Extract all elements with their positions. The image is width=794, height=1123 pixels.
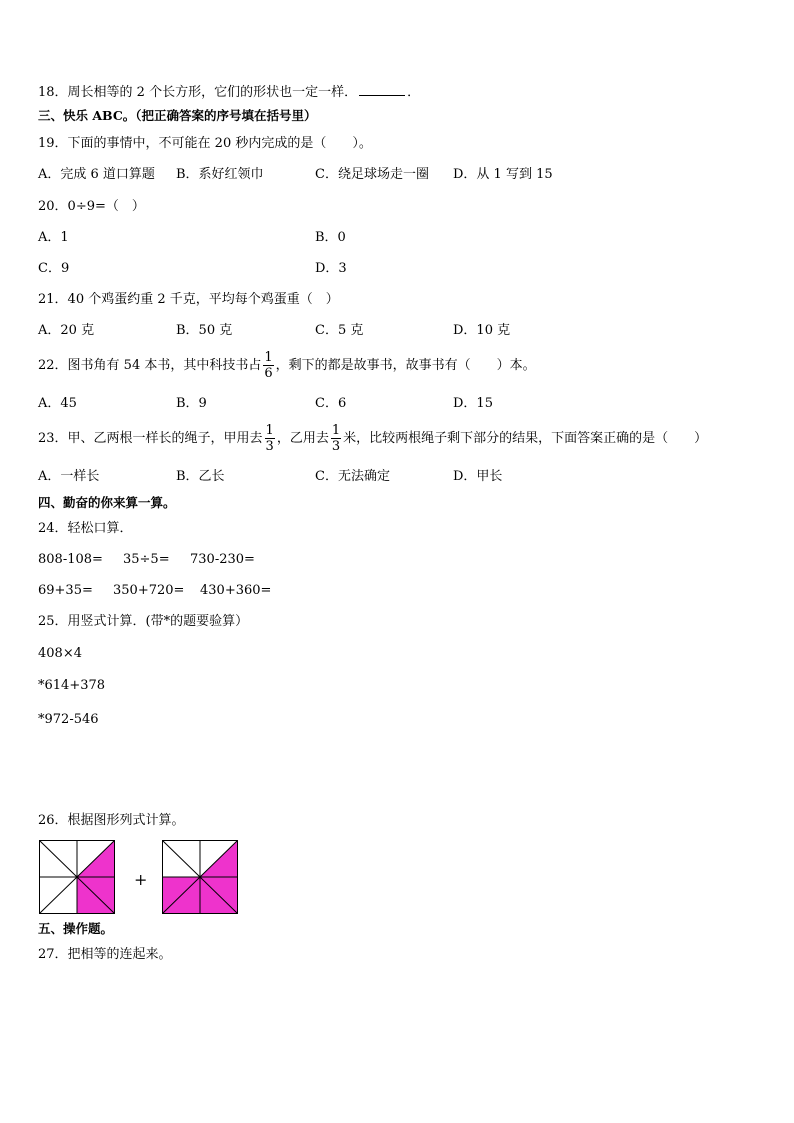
q19-option-a: A．完成 6 道口算题 (38, 167, 155, 182)
section-4-heading: 四、勤奋的你来算一算。 (38, 495, 176, 510)
fraction-numerator: 1 (265, 423, 274, 438)
fraction-one-sixth (263, 350, 273, 381)
q20-option-b: B．0 (315, 230, 346, 245)
q19-option-b: B．系好红领巾 (176, 167, 264, 182)
question-22-pre: 22．图书角有 54 本书，其中科技书占 (38, 358, 262, 373)
question-21-text: 21．40 个鸡蛋约重 2 千克，平均每个鸡蛋重（ ） (38, 292, 339, 307)
question-25-text: 25．用竖式计算．(带*的题要验算） (38, 614, 249, 629)
oral-calc-item: 730-230= (190, 552, 255, 567)
section-5-heading: 五、操作题。 (38, 921, 114, 936)
answer-blank[interactable] (359, 83, 405, 96)
question-24-text: 24．轻松口算． (38, 521, 133, 536)
q21-option-b: B．50 克 (176, 323, 233, 338)
fraction-numerator: 1 (264, 350, 273, 365)
question-18 (38, 83, 420, 102)
oral-calc-item: 350+720= (113, 583, 185, 598)
section-3-heading: 三、快乐 ABC。（把正确答案的序号填在括号里） (38, 108, 317, 123)
oral-calc-item: 430+360= (200, 583, 272, 598)
fraction-square-figure-1 (39, 840, 115, 914)
q22-option-b: B．9 (176, 396, 207, 411)
q22-option-c: C．6 (315, 396, 347, 411)
q20-option-a: A．1 (38, 230, 69, 245)
vertical-calc-item: *972-546 (38, 712, 99, 727)
fraction-square-figure-2 (162, 840, 238, 914)
question-23-mid: ，乙用去 (276, 431, 329, 446)
question-20-text: 20．0÷9=（ ） (38, 199, 145, 214)
question-23-post: 米，比较两根绳子剩下部分的结果，下面答案正确的是（ ） (343, 431, 708, 446)
q21-option-d: D．10 克 (453, 323, 511, 338)
q23-option-a: A．一样长 (38, 469, 100, 484)
question-27-text: 27．把相等的连起来。 (38, 947, 172, 962)
oral-calc-item: 35÷5= (123, 552, 170, 567)
q20-option-c: C．9 (38, 261, 70, 276)
plus-sign: + (134, 870, 148, 889)
fraction-denominator: 3 (265, 439, 274, 454)
question-18-text: 18．周长相等的 2 个长方形，它们的形状也一定一样． (38, 85, 358, 100)
fraction-denominator: 3 (331, 439, 341, 454)
question-23 (38, 423, 707, 455)
q22-option-d: D．15 (453, 396, 493, 411)
question-23-pre: 23．甲、乙两根一样长的绳子，甲用去 (38, 431, 263, 446)
q21-option-c: C．5 克 (315, 323, 364, 338)
fraction-numerator: 1 (331, 423, 341, 438)
q23-option-c: C．无法确定 (315, 469, 390, 484)
oral-calc-item: 69+35= (38, 583, 93, 598)
q22-option-a: A．45 (38, 396, 77, 411)
q23-option-d: D．甲长 (453, 469, 503, 484)
question-22-post: ，剩下的都是故事书，故事书有（ ）本。 (275, 358, 536, 373)
fraction-denominator: 6 (264, 366, 273, 381)
question-18-end: ． (407, 85, 421, 100)
q23-option-b: B．乙长 (176, 469, 225, 484)
question-19-text: 19．下面的事情中，不可能在 20 秒内完成的是（ ）。 (38, 136, 372, 151)
question-22 (38, 350, 536, 382)
vertical-calc-item: 408×4 (38, 646, 82, 661)
fraction-one-third-a (265, 423, 275, 454)
oral-calc-item: 808-108= (38, 552, 103, 567)
q20-option-d: D．3 (315, 261, 347, 276)
q19-option-d: D．从 1 写到 15 (453, 167, 553, 182)
vertical-calc-item: *614+378 (38, 678, 106, 693)
q19-option-c: C．绕足球场走一圈 (315, 167, 429, 182)
fraction-one-third-b (331, 423, 341, 454)
q21-option-a: A．20 克 (38, 323, 95, 338)
question-26-text: 26．根据图形列式计算。 (38, 813, 185, 828)
